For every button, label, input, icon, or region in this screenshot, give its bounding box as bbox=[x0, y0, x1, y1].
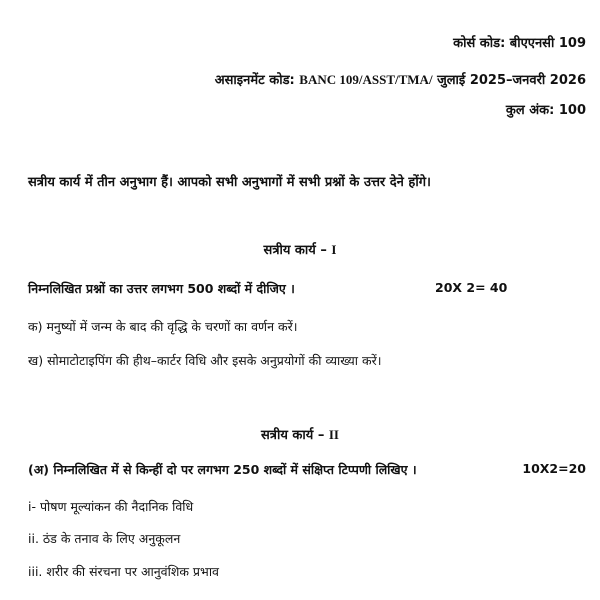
section-1-question-1: क) मनुष्यों में जन्म के बाद की वृद्धि के चरणों का वर्णन करें। bbox=[28, 319, 298, 334]
section-2-prompt: (अ) निम्नलिखित में से किन्हीं दो पर लगभग 250 शब्दों में संक्षिप्त टिप्पणी लिखिए । bbox=[28, 462, 417, 477]
assignment-code-value: BANC 109/ASST/TMA/ bbox=[299, 72, 433, 87]
assignment-code-label: असाइनमेंट कोड: bbox=[214, 73, 295, 88]
section-2-marks: 10X2=20 bbox=[522, 461, 586, 476]
section-2-title bbox=[0, 425, 600, 443]
section-1-title-prefix: सत्रीय कार्य – bbox=[263, 243, 327, 258]
assignment-code-line bbox=[215, 70, 586, 88]
max-marks: कुल अंक: 100 bbox=[505, 103, 586, 118]
section-2-title-roman: II bbox=[328, 427, 339, 442]
course-code: कोर्स कोड: बीएएनसी 109 bbox=[453, 36, 586, 51]
section-1-title-roman: I bbox=[331, 242, 337, 257]
section-1-marks: 20X 2= 40 bbox=[435, 280, 508, 295]
section-1-prompt: निम्नलिखित प्रश्नों का उत्तर लगभग 500 शब्दों में दीजिए । bbox=[28, 281, 295, 296]
section-1-question-2: ख) सोमाटोटाइपिंग की हीथ–कार्टर विधि और इसके अनुप्रयोगों की व्याख्या करें। bbox=[28, 353, 382, 368]
section-2-title-prefix: सत्रीय कार्य – bbox=[261, 428, 325, 443]
section-2-item-1: i- पोषण मूल्यांकन की नैदानिक विधि bbox=[28, 499, 194, 514]
section-2-item-2: ii. ठंड के तनाव के लिए अनुकूलन bbox=[28, 531, 181, 546]
assignment-session: जुलाई 2025–जनवरी 2026 bbox=[437, 73, 586, 88]
instructions: सत्रीय कार्य में तीन अनुभाग हैं। आपको सभी अनुभागों में सभी प्रश्नों के उत्तर देने होंगे। bbox=[28, 175, 431, 190]
section-1-title bbox=[0, 240, 600, 258]
section-2-item-3: iii. शरीर की संरचना पर आनुवंशिक प्रभाव bbox=[28, 564, 220, 579]
